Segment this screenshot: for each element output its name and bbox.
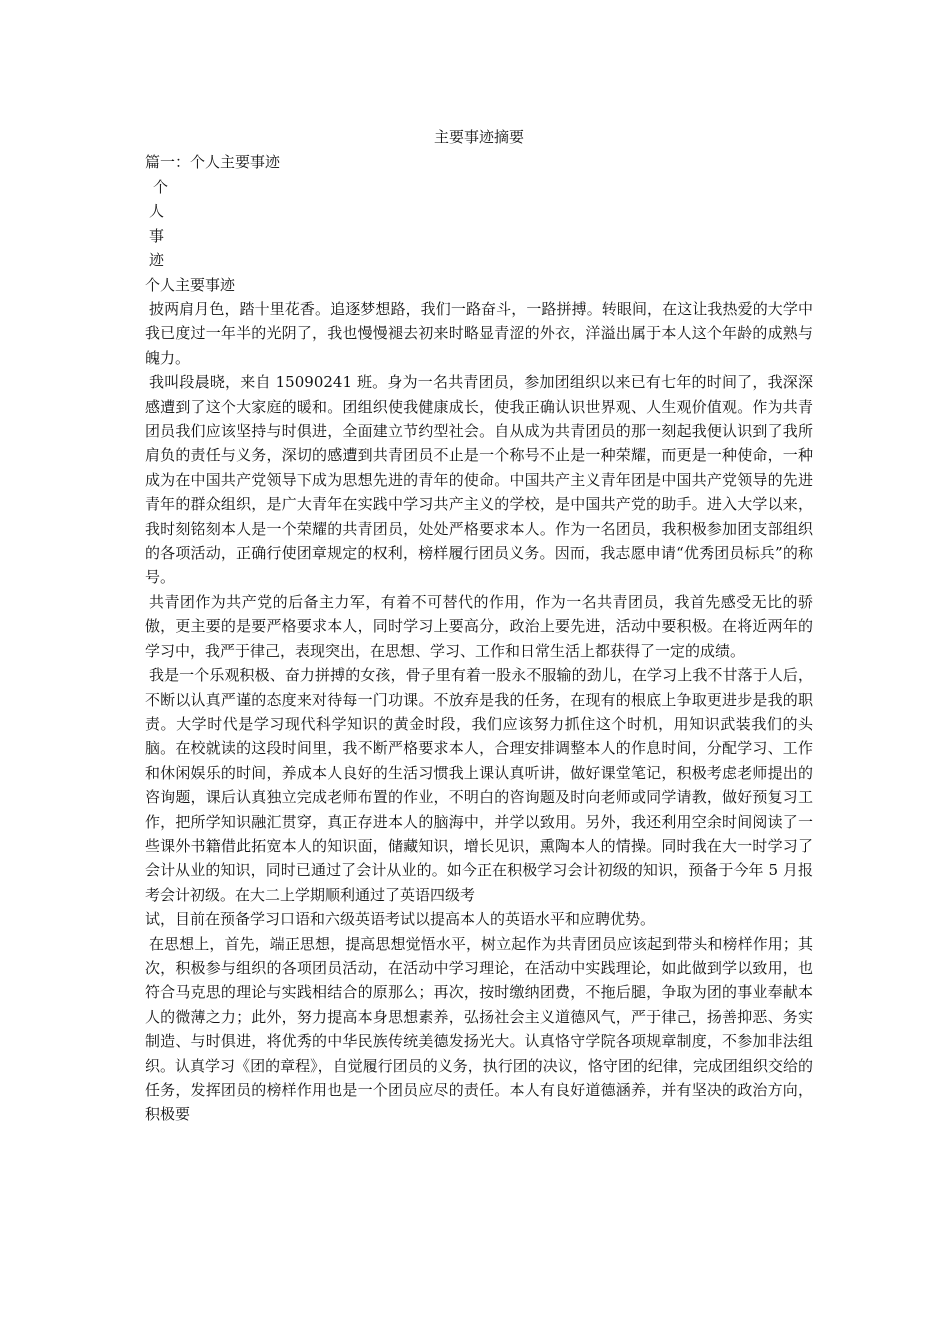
paragraph: 试，目前在预备学习口语和六级英语考试以提高本人的英语水平和应聘优势。 <box>145 910 656 929</box>
document-title: 主要事迹摘要 <box>433 128 524 146</box>
document-page <box>145 124 813 1127</box>
vertical-char: 迹 <box>149 251 165 269</box>
vertical-char: 事 <box>149 226 165 245</box>
section-heading: 个人主要事迹 <box>145 275 236 294</box>
document-subtitle: 篇一：个人主要事迹 <box>145 153 281 171</box>
vertical-char: 个 <box>153 177 169 196</box>
paragraph: 披两肩月色，踏十里花香。追逐梦想路，我们一路奋斗，一路拼搏。转眼间，在这让我热爱的大学中我已度过一年半的光阴了，我也慢慢褪去初来时略显青涩的外衣，洋溢出属于本人这个年龄的成熟与魄力。 <box>145 300 813 367</box>
paragraph: 我是一个乐观积极、奋力拼搏的女孩，骨子里有着一股永不服输的劲儿，在学习上我不甘落于人后，不断以认真严谨的态度来对待每一门功课。不放弃是我的任务，在现有的根底上争取更进步是我的职责。大学时代是学习现代科学知识的黄金时段，我们应该努力抓住这个时机，用知识武装我们的头脑。在校就读的这段时间里，我不断严格要求本人，合理安排调整本人的作息时间，分配学习、工作和休闲娱乐的时间，养成本人良好的生活习惯我上课认真听讲，做好课堂笔记，积极考虑老师提出的咨询题，课后认真独立完成老师布置的作业，不明白的咨询题及时向老师或同学请教，做好预复习工作，把所学知识融汇贯穿，真正存进本人的脑海中，并学以致用。另外，我还利用空余时间阅读了一些课外书籍借此拓宽本人的知识面，储藏知识，增长见识，熏陶本人的情操。同时我在大一时学习了会计从业的知识，同时已通过了会计从业的。如今正在积极学习会计初级的知识，预备于今年 5 月报考会计初级。在大二上学期顺利通过了英语四级考 <box>145 666 813 904</box>
paragraph: 我叫段晨晓，来自 15090241 班。身为一名共青团员，参加团组织以来已有七年的时间了，我深深感遭到了这个大家庭的暖和。团组织使我健康成长，使我正确认识世界观、人生观价值观。作为共青团员我们应该坚持与时俱进，全面建立节约型社会。自从成为共青团员的那一刻起我便认识到了我所肩负的责任与义务，深切的感遭到共青团员不止是一个称号不止是一种荣耀，而更是一种使命，一种成为在中国共产党领导下成为思想先进的青年的使命。中国共产主义青年团是中国共产党领导的先进青年的群众组织，是广大青年在实践中学习共产主义的学校，是中国共产党的助手。进入大学以来，我时刻铭刻本人是一个荣耀的共青团员，处处严格要求本人。作为一名团员，我积极参加团支部组织的各项活动，正确行使团章规定的权利，榜样履行团员义务。因而，我志愿申请“优秀团员标兵”的称号。 <box>145 373 813 587</box>
paragraph: 共青团作为共产党的后备主力军，有着不可替代的作用，作为一名共青团员，我首先感受无比的骄傲，更主要的是要严格要求本人，同时学习上要高分，政治上要先进，活动中要积极。在将近两年的学习中，我严于律己，表现突出，在思想、学习、工作和日常生活上都获得了一定的成绩。 <box>145 592 813 660</box>
paragraph: 在思想上，首先，端正思想，提高思想觉悟水平，树立起作为共青团员应该起到带头和榜样作用；其次，积极参与组织的各项团员活动，在活动中学习理论，在活动中实践理论，如此做到学以致用，也符合马克思的理论与实践相结合的原那么；再次，按时缴纳团费，不拖后腿，争取为团的事业奉献本人的微薄之力；此外，努力提高本身思想素养，弘扬社会主义道德风气，严于律己，扬善抑恶、务实制造、与时俱进，将优秀的中华民族传统美德发扬光大。认真恪守学院各项规章制度，不参加非法组织。认真学习《团的章程》，自觉履行团员的义务，执行团的决议，恪守团的纪律，完成团组织交给的任务，发挥团员的榜样作用也是一个团员应尽的责任。本人有良好道德涵养，并有坚决的政治方向，积极要 <box>145 934 813 1124</box>
vertical-char: 人 <box>149 202 165 220</box>
